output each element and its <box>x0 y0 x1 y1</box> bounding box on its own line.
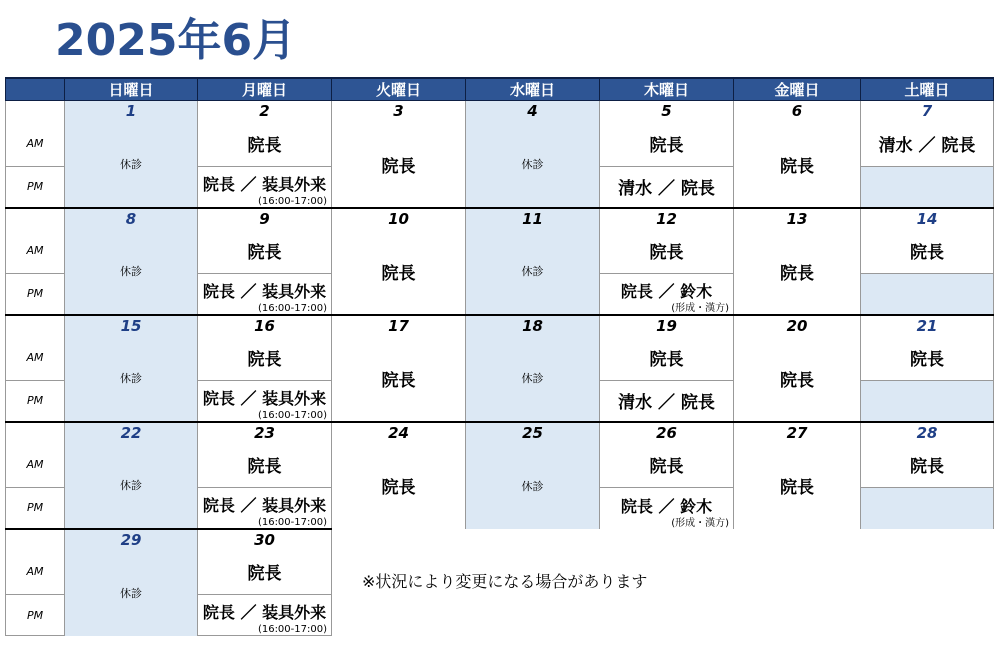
thursday-pm-text: 院長 ／ 鈴木 <box>620 496 713 516</box>
date-tue: 24 <box>332 422 466 443</box>
monday-pm <box>198 167 332 208</box>
weekday-fri: 金曜日 <box>734 78 861 101</box>
am-label: AM <box>6 336 65 381</box>
page-title: 2025年6月 <box>55 15 297 66</box>
am-label: AM <box>6 550 65 595</box>
monday-am: 院長 <box>198 229 332 274</box>
date-fri: 27 <box>734 422 861 443</box>
thursday-am: 院長 <box>600 443 734 488</box>
date-fri: 13 <box>734 208 861 229</box>
date-mon: 9 <box>198 208 332 229</box>
pm-label: PM <box>6 595 65 636</box>
wednesday-closed: 休診 <box>466 229 600 315</box>
monday-pm-text: 院長 ／ 装具外来 <box>202 495 327 515</box>
date-sat: 7 <box>861 101 994 122</box>
saturday-pm <box>861 488 994 529</box>
date-fri: 20 <box>734 315 861 336</box>
monday-pm-text: 院長 ／ 装具外来 <box>202 281 327 301</box>
weekday-tue: 火曜日 <box>332 78 466 101</box>
date-sun: 29 <box>65 529 198 550</box>
date-tue: 3 <box>332 101 466 122</box>
friday-allday: 院長 <box>734 443 861 529</box>
monday-pm-text: 院長 ／ 装具外来 <box>202 603 327 622</box>
date-mon: 2 <box>198 101 332 122</box>
date-row <box>6 101 994 122</box>
tuesday-allday: 院長 <box>332 443 466 529</box>
monday-pm <box>198 381 332 422</box>
monday-am: 院長 <box>198 443 332 488</box>
monday-pm-time: (16:00-17:00) <box>257 516 327 528</box>
am-row <box>6 229 994 274</box>
date-sat: 14 <box>861 208 994 229</box>
date-thu: 26 <box>600 422 734 443</box>
am-label: AM <box>6 443 65 488</box>
saturday-pm <box>861 167 994 208</box>
friday-allday: 院長 <box>734 336 861 422</box>
date-row <box>6 422 994 443</box>
date-row-label <box>6 529 65 550</box>
header-blank <box>6 78 65 101</box>
saturday-am: 院長 <box>861 336 994 381</box>
thursday-am: 院長 <box>600 229 734 274</box>
thursday-pm <box>600 274 734 315</box>
friday-allday: 院長 <box>734 122 861 208</box>
date-row-label <box>6 422 65 443</box>
date-fri: 6 <box>734 101 861 122</box>
date-tue: 10 <box>332 208 466 229</box>
am-row <box>6 336 994 381</box>
wednesday-closed: 休診 <box>466 122 600 208</box>
am-row <box>6 122 994 167</box>
date-row <box>6 208 994 229</box>
date-sun: 1 <box>65 101 198 122</box>
monday-pm-time: (16:00-17:00) <box>257 624 327 635</box>
sunday-closed: 休診 <box>65 122 198 208</box>
tuesday-allday: 院長 <box>332 229 466 315</box>
date-sun: 22 <box>65 422 198 443</box>
weekday-thu: 木曜日 <box>600 78 734 101</box>
date-wed: 11 <box>466 208 600 229</box>
monday-am: 院長 <box>198 550 332 595</box>
monday-am: 院長 <box>198 336 332 381</box>
sunday-closed: 休診 <box>65 443 198 529</box>
date-mon: 23 <box>198 422 332 443</box>
thursday-am: 院長 <box>600 336 734 381</box>
date-row <box>6 529 994 550</box>
date-sun: 8 <box>65 208 198 229</box>
monday-pm-time: (16:00-17:00) <box>257 195 327 207</box>
thursday-pm <box>600 488 734 529</box>
date-tue: 17 <box>332 315 466 336</box>
saturday-am: 院長 <box>861 229 994 274</box>
date-row-label <box>6 315 65 336</box>
date-sun: 15 <box>65 315 198 336</box>
tuesday-allday: 院長 <box>332 122 466 208</box>
date-thu: 12 <box>600 208 734 229</box>
footnote: ※状況により変更になる場合があります <box>362 572 648 591</box>
pm-label: PM <box>6 488 65 529</box>
date-row-label <box>6 101 65 122</box>
monday-pm <box>198 274 332 315</box>
thursday-pm-note: (形成・漢方) <box>671 302 729 314</box>
pm-label: PM <box>6 274 65 315</box>
date-sat: 21 <box>861 315 994 336</box>
monday-am: 院長 <box>198 122 332 167</box>
pm-label: PM <box>6 167 65 208</box>
am-row <box>6 443 994 488</box>
weekday-header-row <box>6 78 994 101</box>
saturday-pm <box>861 274 994 315</box>
date-thu: 5 <box>600 101 734 122</box>
monday-pm <box>198 488 332 529</box>
schedule-table <box>5 77 994 636</box>
thursday-pm: 清水 ／ 院長 <box>600 167 734 208</box>
date-wed: 25 <box>466 422 600 443</box>
saturday-am: 院長 <box>861 443 994 488</box>
date-wed: 18 <box>466 315 600 336</box>
sunday-closed: 休診 <box>65 336 198 422</box>
thursday-pm-note: (形成・漢方) <box>671 517 729 529</box>
weekday-sun: 日曜日 <box>65 78 198 101</box>
thursday-pm-text: 院長 ／ 鈴木 <box>620 281 713 301</box>
weekday-wed: 水曜日 <box>466 78 600 101</box>
thursday-am: 院長 <box>600 122 734 167</box>
date-row-label <box>6 208 65 229</box>
monday-pm-text: 院長 ／ 装具外来 <box>202 388 327 408</box>
weekday-sat: 土曜日 <box>861 78 994 101</box>
monday-pm <box>198 595 332 636</box>
date-sat: 28 <box>861 422 994 443</box>
date-mon: 16 <box>198 315 332 336</box>
tuesday-allday: 院長 <box>332 336 466 422</box>
date-thu: 19 <box>600 315 734 336</box>
date-wed: 4 <box>466 101 600 122</box>
am-label: AM <box>6 122 65 167</box>
weekday-mon: 月曜日 <box>198 78 332 101</box>
saturday-am: 清水 ／ 院長 <box>861 122 994 167</box>
pm-label: PM <box>6 381 65 422</box>
sunday-closed: 休診 <box>65 550 198 636</box>
wednesday-closed: 休診 <box>466 443 600 529</box>
monday-pm-time: (16:00-17:00) <box>257 409 327 421</box>
date-row <box>6 315 994 336</box>
wednesday-closed: 休診 <box>466 336 600 422</box>
monday-pm-time: (16:00-17:00) <box>257 302 327 314</box>
am-label: AM <box>6 229 65 274</box>
saturday-pm <box>861 381 994 422</box>
monday-pm-text: 院長 ／ 装具外来 <box>202 174 327 194</box>
date-mon: 30 <box>198 529 332 550</box>
thursday-pm: 清水 ／ 院長 <box>600 381 734 422</box>
friday-allday: 院長 <box>734 229 861 315</box>
sunday-closed: 休診 <box>65 229 198 315</box>
